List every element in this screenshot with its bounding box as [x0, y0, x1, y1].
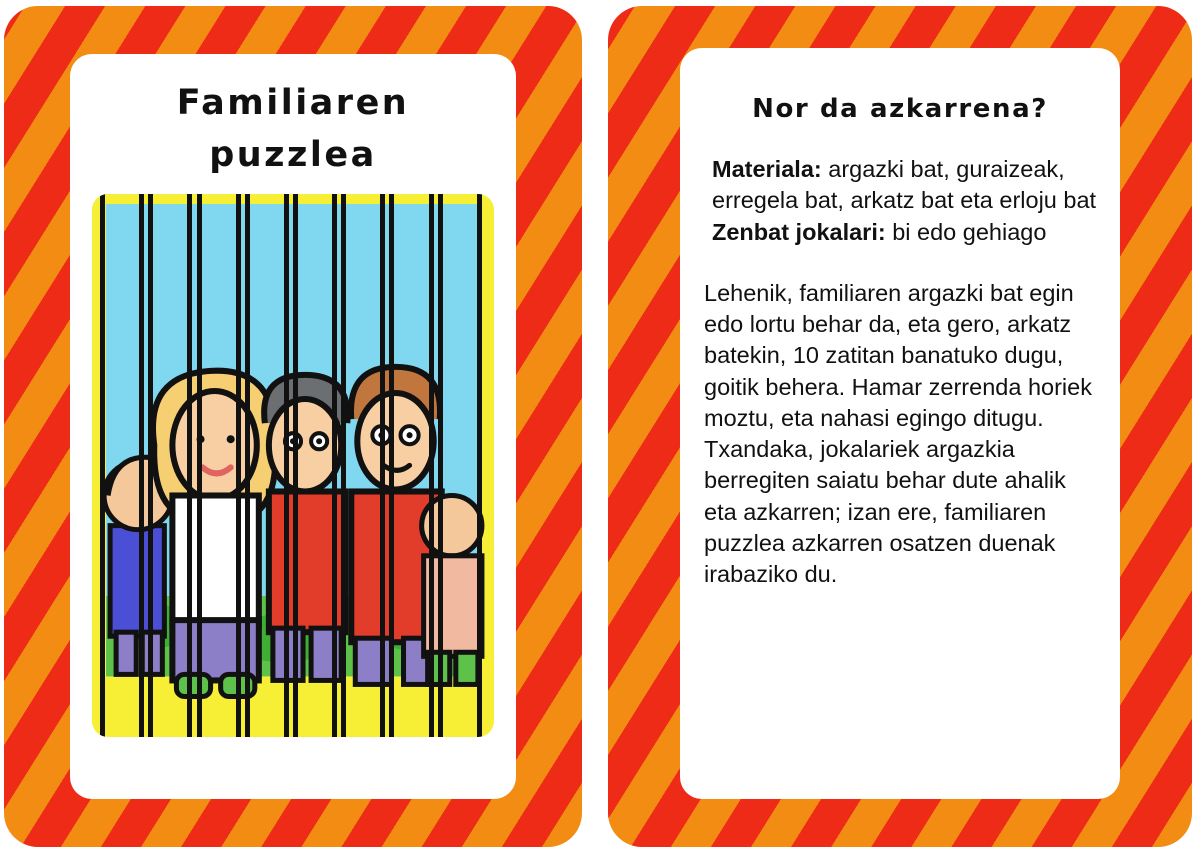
page-title — [70, 78, 516, 182]
puzzle-strip — [148, 194, 192, 737]
materials-value: argazki bat, guraizeak, erregela bat, arkatz bat eta erloju bat — [712, 156, 1097, 214]
materials-label: Materiala: — [712, 156, 822, 182]
puzzle-strip — [100, 194, 144, 737]
activity-title: Nor da azkarrena? — [752, 94, 1048, 124]
puzzle-strip — [389, 194, 433, 737]
right-card — [608, 6, 1192, 847]
illustration-family-puzzle — [92, 194, 494, 737]
left-card-paper — [70, 54, 516, 799]
puzzle-strip — [197, 194, 241, 737]
activity-description: Lehenik, familiaren argazki bat egin edo lortu behar da, eta gero, arkatz batekin, 10 zatitan banatuko dugu, goitik behera. Hamar zerrenda horiek moztu, eta nahasi egingo ditugu. Txandaka, jokalariek argazkia berregiten saiatu behar dute ahalik eta azkarren; izan ere, familiaren puzzlea azkarren osatzen duenak irabaziko du. — [704, 279, 1092, 587]
title-line-1: Familiaren — [176, 83, 410, 123]
left-card — [4, 6, 582, 847]
puzzle-strip — [438, 194, 482, 737]
players-line — [712, 217, 1102, 248]
players-value: bi edo gehiago — [892, 218, 1047, 245]
materials-line — [712, 154, 1102, 217]
players-label: Zenbat jokalari: — [712, 218, 886, 245]
puzzle-strip — [245, 194, 289, 737]
activity-body — [704, 154, 1102, 590]
puzzle-strip — [341, 194, 385, 737]
right-card-paper — [680, 48, 1120, 799]
puzzle-strip — [293, 194, 337, 737]
title-line-2: puzzlea — [209, 134, 377, 175]
